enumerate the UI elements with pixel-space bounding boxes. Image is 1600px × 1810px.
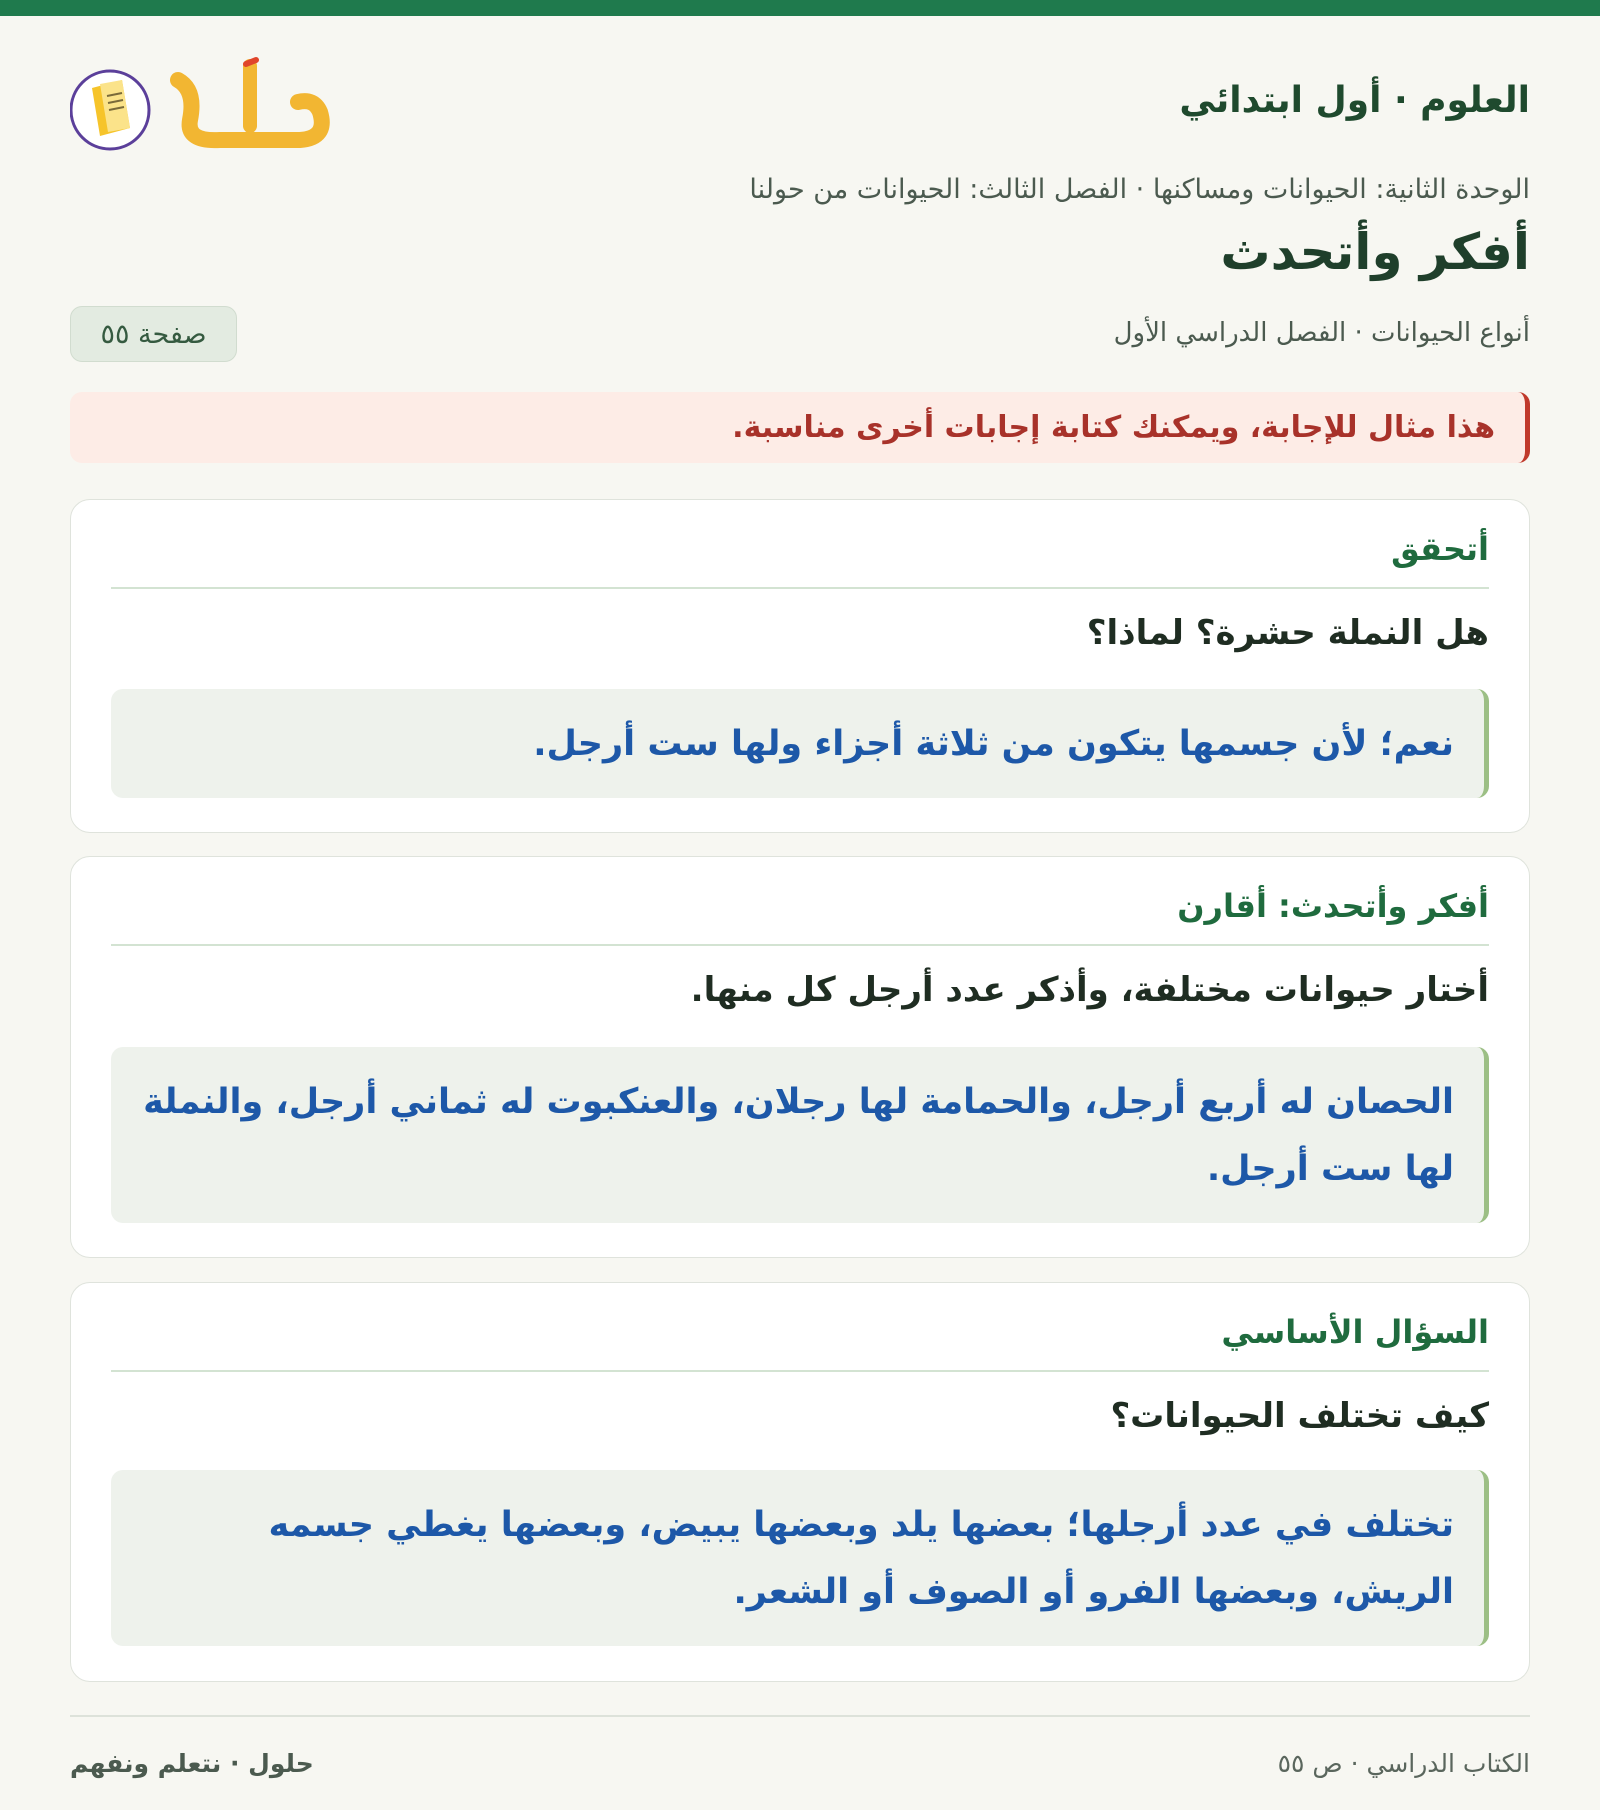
answer-box: نعم؛ لأن جسمها يتكون من ثلاثة أجزاء ولها ست أرجل.: [111, 689, 1489, 798]
card-title: أتحقق: [1391, 530, 1489, 568]
header: [70, 16, 1530, 161]
question-text: أختار حيوانات مختلفة، وأذكر عدد أرجل كل منها.: [690, 970, 1489, 1010]
page: [70, 16, 1530, 1810]
breadcrumb: الوحدة الثانية: الحيوانات ومساكنها · الفصل الثالث: الحيوانات من حولنا: [749, 174, 1530, 205]
lesson-meta: أنواع الحيوانات · الفصل الدراسي الأول: [1113, 318, 1530, 348]
question-card-essential: [70, 1282, 1530, 1682]
card-divider: [111, 587, 1489, 589]
card-title: السؤال الأساسي: [1221, 1313, 1489, 1351]
question-text: كيف تختلف الحيوانات؟: [1110, 1396, 1489, 1436]
answer-box: تختلف في عدد أرجلها؛ بعضها يلد وبعضها يبيض، وبعضها يغطي جسمه الريش، وبعضها الفرو أو الصوف أو الشعر.: [111, 1470, 1489, 1646]
book-logo-icon: [70, 50, 340, 160]
page-title: أفكر وأتحدث: [1220, 223, 1530, 281]
subject-title: العلوم · أول ابتدائي: [1179, 80, 1530, 121]
card-divider: [111, 1370, 1489, 1372]
top-accent-bar: [0, 0, 1600, 16]
card-title: أفكر وأتحدث: أقارن: [1177, 887, 1489, 925]
question-card-compare: [70, 856, 1530, 1258]
footer-brand[interactable]: حلول · نتعلم ونفهم: [70, 1749, 314, 1778]
question-text: هل النملة حشرة؟ لماذا؟: [1086, 613, 1489, 653]
brand-logo[interactable]: [70, 50, 340, 160]
answer-notice: هذا مثال للإجابة، ويمكنك كتابة إجابات أخرى مناسبة.: [70, 392, 1530, 463]
question-card-verify: [70, 499, 1530, 833]
page-number-badge: صفحة ٥٥: [70, 306, 237, 362]
card-divider: [111, 944, 1489, 946]
answer-box: الحصان له أربع أرجل، والحمامة لها رجلان، والعنكبوت له ثماني أرجل، والنملة لها ست أرجل.: [111, 1047, 1489, 1223]
footer-divider: [70, 1715, 1530, 1717]
footer-source: الكتاب الدراسي · ص ٥٥: [1277, 1749, 1530, 1778]
